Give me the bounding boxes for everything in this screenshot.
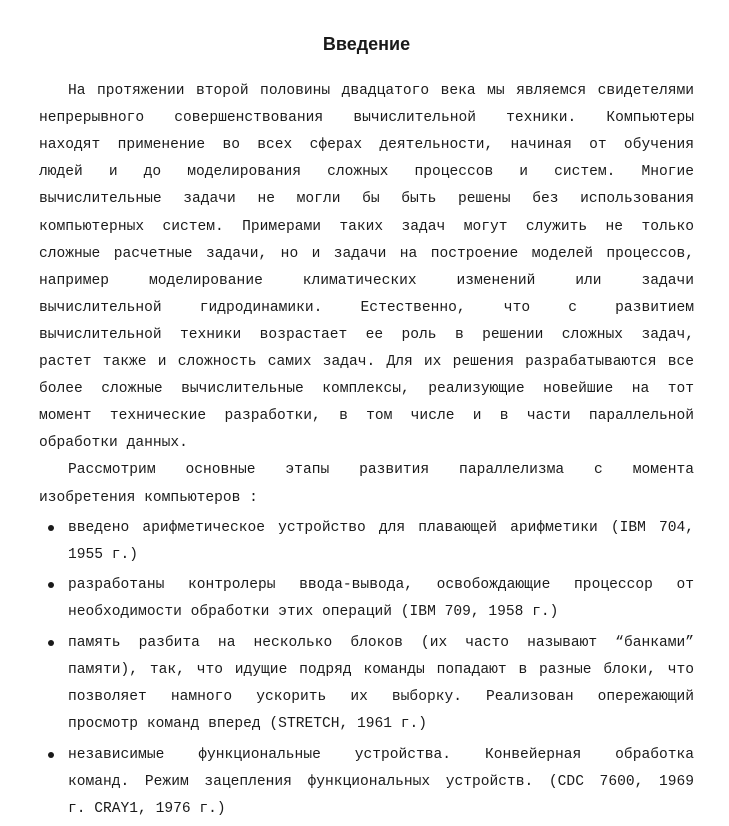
text-line: г. CRAY1, 1976 г.) [68, 801, 226, 818]
page-title: Введение [322, 34, 411, 54]
text-line: необходимости обработки этих операций (IBM 709, 1958 г.) [68, 604, 559, 621]
text-line: память разбита на несколько блоков (их часто называют “банками” [68, 635, 694, 651]
text-line: более сложные вычислительные комплексы, реализующие новейшие на тот [39, 381, 694, 398]
text-line: позволяет намного ускорить их выборку. Реализован опережающий [68, 689, 694, 706]
text-line: растет также и сложность самих задач. Для их решения разрабатываются все [39, 354, 694, 370]
text-line: компьютерных систем. Примерами таких задач могут служить не только [39, 218, 694, 235]
bullet-icon [48, 752, 54, 758]
text-line: людей и до моделирования сложных процессов и систем. Многие [39, 164, 694, 181]
text-line: например моделирование климатических изменений или задачи [39, 272, 694, 289]
text-line: команд. Режим зацепления функциональных устройств. (CDC 7600, 1969 [68, 774, 694, 790]
text-line: независимые функциональные устройства. Конвейерная обработка [68, 746, 694, 763]
text-line: 1955 г.) [68, 546, 139, 563]
text-line: Рассмотрим основные этапы развития параллелизма с момента [68, 462, 694, 479]
text-line: вычислительные задачи не могли бы быть решены без использования [39, 191, 694, 208]
text-line: вычислительной гидродинамики. Естественно, что с развитием [39, 299, 694, 316]
text-line: изобретения компьютеров : [39, 489, 258, 506]
text-line: введено арифметическое устройство для плавающей арифметики (IBM 704, [68, 519, 694, 536]
bullet-icon [48, 640, 54, 646]
text-line: просмотр команд вперед (STRETCH, 1961 г.) [68, 716, 428, 733]
bullet-icon [48, 582, 54, 588]
text-line: разработаны контролеры ввода-вывода, освобождающие процессор от [68, 577, 694, 594]
text-line: момент технические разработки, в том числе и в части параллельной [39, 408, 694, 425]
text-line: На протяжении второй половины двадцатого века мы являемся свидетелями [68, 83, 694, 99]
text-line: обработки данных. [39, 435, 188, 452]
bullet-icon [48, 525, 54, 531]
text-line: вычислительной техники возрастает ее роль в решении сложных задач, [39, 326, 694, 343]
text-line: памяти), так, что идущие подряд команды попадают в разные блоки, что [68, 662, 694, 679]
text-line: находят применение во всех сферах деятельности, начиная от обучения [39, 137, 694, 154]
text-line: непрерывного совершенствования вычислительной техники. Компьютеры [39, 110, 694, 127]
text-line: сложные расчетные задачи, но и задачи на построение моделей процессов, [39, 245, 694, 262]
